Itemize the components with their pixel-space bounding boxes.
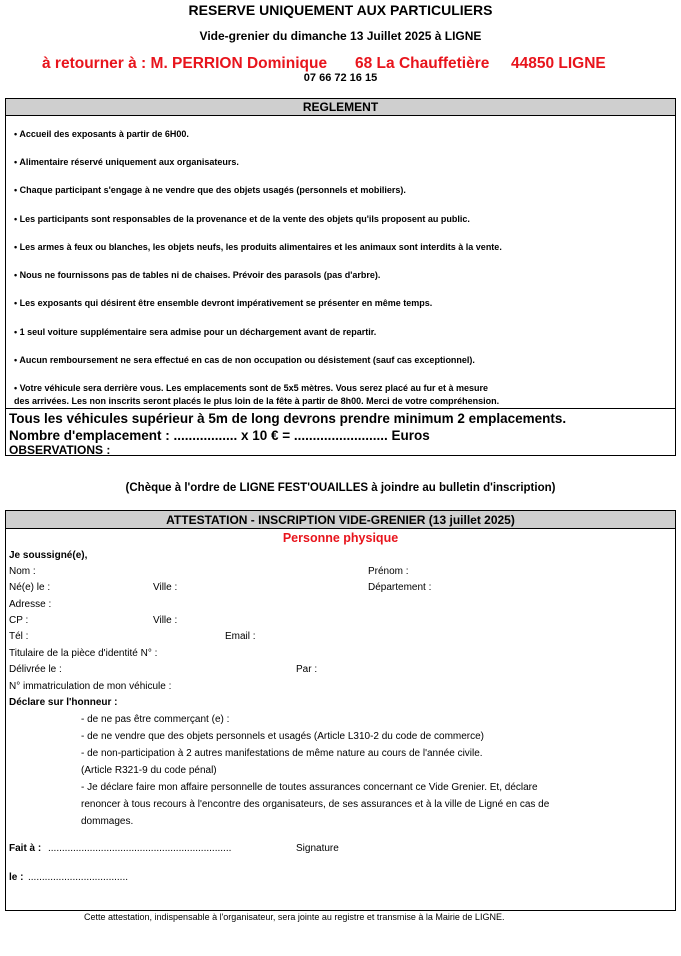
reglement-section xyxy=(5,98,676,456)
rule-item: • Chaque participant s'engage à ne vendre que des objets usagés (personnels et mobiliers). xyxy=(14,185,406,195)
declaration-item: - de non-participation à 2 autres manifestations de même nature au cours de l'année civile. xyxy=(81,748,483,759)
email-field[interactable]: Email : xyxy=(225,631,256,642)
rule-item: • Accueil des exposants à partir de 6H00. xyxy=(14,129,189,139)
declaration-item: - Je déclare faire mon affaire personnelle de toutes assurances concernant ce Vide Grenier. Et, déclare xyxy=(81,782,538,793)
city-field[interactable]: Ville : xyxy=(153,615,178,626)
fait-a-label: Fait à : xyxy=(9,843,42,854)
rule-item: • 1 seul voiture supplémentaire sera admise pour un déchargement avant de repartir. xyxy=(14,327,377,337)
id-issue-date-field[interactable]: Délivrée le : xyxy=(9,664,62,675)
attestation-section xyxy=(5,510,676,911)
contact-phone: 07 66 72 16 15 xyxy=(303,72,378,84)
declaration-item: - de ne vendre que des objets personnels et usagés (Article L310-2 du code de commerce) xyxy=(81,731,485,742)
rule-item: • Aucun remboursement ne sera effectué en cas de non occupation ou désistement (sauf cas exceptionnel). xyxy=(14,355,475,365)
divider xyxy=(6,408,675,409)
emplacement-count-field[interactable]: Nombre d'emplacement : ................. x 10 € = ......................... Euros xyxy=(9,428,430,443)
rule-item: • Nous ne fournissons pas de tables ni de chaises. Prévoir des parasols (pas d'arbre). xyxy=(14,270,381,280)
declaration-item: (Article R321-9 du code pénal) xyxy=(81,765,217,776)
birth-city-field[interactable]: Ville : xyxy=(153,582,178,593)
phone-field[interactable]: Tél : xyxy=(9,631,29,642)
declaration-item: - de ne pas être commerçant (e) : xyxy=(81,714,230,725)
id-issuer-field[interactable]: Par : xyxy=(296,664,318,675)
address-field[interactable]: Adresse : xyxy=(9,599,52,610)
signature-field[interactable]: Signature xyxy=(296,843,339,854)
footer-note: Cette attestation, indispensable à l'organisateur, sera jointe au registre et transmise à la Mairie de LIGNE. xyxy=(84,912,505,922)
rule-item: des arrivées. Les non inscrits seront placés le plus loin de la fête à partir de 8h00. Merci de votre compréhension. xyxy=(14,396,500,406)
department-field[interactable]: Département : xyxy=(368,582,432,593)
date-field[interactable]: .................................... xyxy=(28,872,129,883)
date-label: le : xyxy=(9,872,24,883)
cheque-note: (Chèque à l'ordre de LIGNE FEST'OUAILLES à joindre au bulletin d'inscription) xyxy=(125,482,556,494)
return-city: 44850 LIGNE xyxy=(511,55,606,72)
fait-a-field[interactable]: .................................................................. xyxy=(48,843,232,854)
id-number-field[interactable]: Titulaire de la pièce d'identité N° : xyxy=(9,648,158,659)
postal-code-field[interactable]: CP : xyxy=(9,615,29,626)
rule-item: • Les exposants qui désirent être ensemble devront impérativement se présenter en même temps. xyxy=(14,298,433,308)
rule-item: • Votre véhicule sera derrière vous. Les emplacements sont de 5x5 mètres. Vous serez placé au fur et à mesure xyxy=(14,383,489,393)
declaration-label: Déclare sur l'honneur : xyxy=(9,697,118,708)
declaration-item: dommages. xyxy=(81,816,134,827)
event-subtitle: Vide-grenier du dimanche 13 Juillet 2025 à LIGNE xyxy=(199,29,482,43)
prenom-field[interactable]: Prénom : xyxy=(368,566,409,577)
vehicles-note: Tous les véhicules supérieur à 5m de long devrons prendre minimum 2 emplacements. xyxy=(9,411,567,426)
rule-item: • Les armes à feux ou blanches, les objets neufs, les produits alimentaires et les animaux sont interdits à la vente. xyxy=(14,242,502,252)
rule-item: • Les participants sont responsables de la provenance et de la vente des objets qu'ils proposent au public. xyxy=(14,214,470,224)
nom-field[interactable]: Nom : xyxy=(9,566,36,577)
soussigne-label: Je soussigné(e), xyxy=(9,550,88,561)
vehicle-plate-field[interactable]: N° immatriculation de mon véhicule : xyxy=(9,681,172,692)
reglement-header: REGLEMENT xyxy=(6,99,675,116)
observations-label: OBSERVATIONS : xyxy=(9,443,111,457)
declaration-item: renoncer à tous recours à l'encontre des organisateurs, de ses assurances et à la ville de Ligné en cas de xyxy=(81,799,550,810)
return-name: à retourner à : M. PERRION Dominique xyxy=(42,55,328,72)
attestation-header: ATTESTATION - INSCRIPTION VIDE-GRENIER (13 juillet 2025) xyxy=(6,511,675,529)
return-address: 68 La Chauffetière xyxy=(355,55,490,72)
page-title: RESERVE UNIQUEMENT AUX PARTICULIERS xyxy=(188,2,493,18)
attestation-subtitle: Personne physique xyxy=(282,531,399,545)
rule-item: • Alimentaire réservé uniquement aux organisateurs. xyxy=(14,157,239,167)
birthdate-field[interactable]: Né(e) le : xyxy=(9,582,51,593)
